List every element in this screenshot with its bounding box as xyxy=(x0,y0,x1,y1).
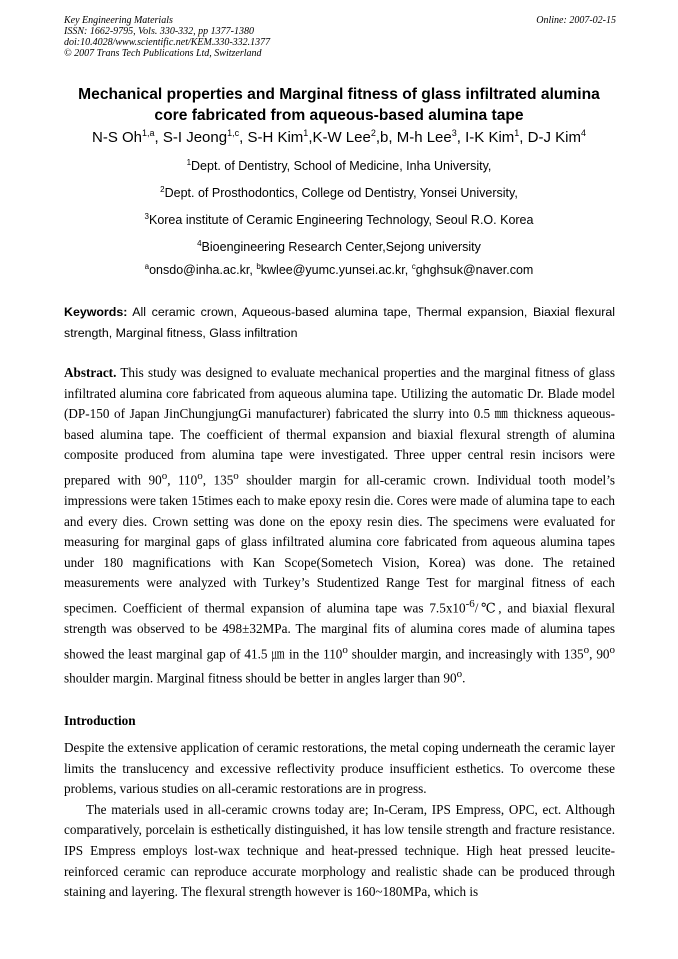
author-sep: , xyxy=(239,129,248,146)
abstract-text: , 135 xyxy=(202,472,234,488)
author-sep: , xyxy=(456,129,466,146)
author-name: S-I Jeong xyxy=(162,129,228,146)
author-sup: 1,a xyxy=(142,128,155,138)
affiliation-text: Bioengineering Research Center,Sejong university xyxy=(201,240,481,254)
email-line xyxy=(40,262,638,278)
affiliation-4 xyxy=(40,239,638,255)
affiliation-2 xyxy=(40,185,638,201)
introduction-heading: Introduction xyxy=(64,713,136,728)
degree-sup: o xyxy=(456,668,463,681)
email-link[interactable]: kwlee@yumc.yunsei.ac.kr, xyxy=(260,263,412,277)
title-line-1: Mechanical properties and Marginal fitness of glass infiltrated alumina xyxy=(78,86,600,103)
author-name: N-S Oh xyxy=(92,129,143,146)
paper-title xyxy=(40,84,638,126)
abstract-text: , 110 xyxy=(167,472,198,488)
affiliation-sup: 4 xyxy=(197,238,202,248)
abstract-text: shoulder margin. Marginal fitness should be better in angles larger than 90 xyxy=(64,670,457,686)
author-sup: 4 xyxy=(580,128,586,138)
author-sep: , xyxy=(308,129,313,146)
degree-sup: o xyxy=(342,643,348,656)
affiliation-1 xyxy=(40,158,638,174)
degree-sup: o xyxy=(583,643,590,656)
author-name: I-K Kim xyxy=(465,129,515,146)
author-name: D-J Kim xyxy=(527,129,581,146)
affiliation-3 xyxy=(40,212,638,228)
degree-sup: o xyxy=(609,643,616,656)
author-name: M-h Lee xyxy=(396,129,452,146)
keywords-label: Keywords: xyxy=(64,305,128,319)
email-link[interactable]: onsdo@inha.ac.kr, xyxy=(149,263,257,277)
journal-header xyxy=(64,15,616,59)
author-sup: 1 xyxy=(303,128,309,138)
online-date: Online: 2007-02-15 xyxy=(536,15,616,26)
abstract-text: . xyxy=(462,670,466,686)
intro-paragraph-2: The materials used in all-ceramic crowns today are; In-Ceram, IPS Empress, OPC, ect. Although comparatively, porcelain is esthetically distinguished, it has low tensile strength and fracture resistance. IPS Empress employs lost-wax technique and heat-pressed technique. High heat pressed leucite-reinforced ceramic can reproduce accurate morphology and realistic shade can be produced through staining and layering. The flexural strength however is 160~180MPa, which is xyxy=(64,801,615,900)
journal-name: Key Engineering Materials xyxy=(64,15,173,26)
issn-line: ISSN: 1662-9795, Vols. 330-332, pp 1377-1380 xyxy=(64,26,254,37)
affiliation-text: Dept. of Prosthodontics, College od Dentistry, Yonsei University, xyxy=(164,186,518,200)
affiliation-sup: 2 xyxy=(160,184,165,194)
author-sep: , xyxy=(154,129,163,146)
degree-sup: o xyxy=(197,469,203,482)
email-sup: c xyxy=(411,261,416,271)
author-sup: 2 xyxy=(370,128,376,138)
author-sup: 3 xyxy=(451,128,457,138)
author-name: K-W Lee xyxy=(312,129,371,146)
email-link[interactable]: ghghsuk@naver.com xyxy=(415,263,534,277)
author-sup: 1,c xyxy=(227,128,240,138)
abstract-text: shoulder margin, and increasingly with 135 xyxy=(347,645,584,661)
introduction-body xyxy=(64,738,615,903)
degree-sup: o xyxy=(161,469,168,482)
author-sep: , xyxy=(519,129,528,146)
keywords-block xyxy=(64,302,615,343)
degree-sup: o xyxy=(233,469,239,482)
intro-paragraph-1: Despite the extensive application of ceramic restorations, the metal coping underneath the ceramic layer limits the translucency and excessive reflectivity produce insufficient esthetics. To overcome these problems, various studies on all-ceramic restorations are in progress. xyxy=(64,740,615,797)
keywords-text: All ceramic crown, Aqueous-based alumina tape, Thermal expansion, Biaxial flexural strength, Marginal fitness, Glass infiltration xyxy=(64,305,615,340)
affiliation-text: Dept. of Dentistry, School of Medicine, Inha University, xyxy=(191,159,492,173)
affiliation-sup: 3 xyxy=(144,211,149,221)
affiliation-text: Korea institute of Ceramic Engineering Technology, Seoul R.O. Korea xyxy=(148,213,534,227)
email-sup: a xyxy=(144,261,150,271)
affiliation-sup: 1 xyxy=(186,157,192,167)
title-line-2: core fabricated from aqueous-based alumina tape xyxy=(154,107,524,124)
abstract-text: /℃, and biaxial flexural strength was observed to be 498±32MPa. The marginal fits of alumina cores made of alumina tapes showed the least marginal gap of 41.5 ㎛ in the 110 xyxy=(64,600,615,661)
abstract-text: shoulder margin for all-ceramic crown. Individual tooth model’s impressions were taken 15times each to make epoxy resin die. Cores were made of alumina tape to each and every dies. Crown setting was done on the epoxy resin dies. The specimens were evaluated for measuring for marginal gaps of glass infiltrated alumina core fabricated from aqueous alumina tapes under 180 magnifications with Kan Scope(Sometech Vision, Korea) was done. The retained measurements were analyzed with Turkey’s Studentized Range Test for marginal fitness of each specimen. Coefficient of thermal expansion of alumina tape was 7.5x10 xyxy=(64,472,616,616)
exponent-sup: -6 xyxy=(465,597,475,610)
author-name: S-H Kim xyxy=(247,129,304,146)
abstract-block xyxy=(64,363,615,689)
abstract-text: , 90 xyxy=(589,645,610,661)
author-sup: 1 xyxy=(514,128,520,138)
doi-line: doi:10.4028/www.scientific.net/KEM.330-332.1377 xyxy=(64,37,271,48)
abstract-label: Abstract. xyxy=(64,365,117,380)
email-sup: b xyxy=(256,261,261,271)
author-sep: ,b, xyxy=(375,129,397,146)
abstract-text: This study was designed to evaluate mechanical properties and the marginal fitness of glass infiltrated alumina core fabricated from aqueous alumina tape. Utilizing the automatic Dr. Blade model (DP-150 of Japan JinChungjungGi manufacturer) fabricated the slurry into 0.5 ㎜ thickness aqueous-based alumina tape. The coefficient of thermal expansion and biaxial flexural strength of alumina composite produced from alumina tape were investigated. Three upper central resin incisors were prepared with 90 xyxy=(64,365,615,488)
author-list xyxy=(40,128,638,148)
copyright-line: © 2007 Trans Tech Publications Ltd, Switzerland xyxy=(64,48,262,59)
